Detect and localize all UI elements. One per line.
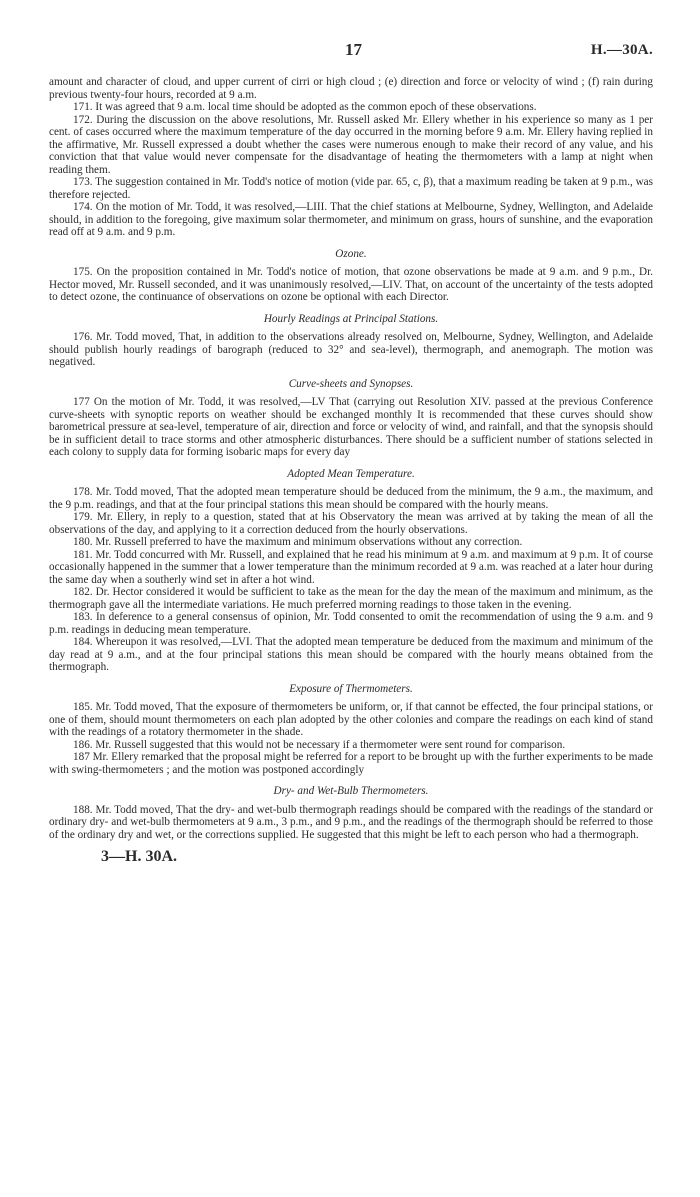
paragraph: 177 On the motion of Mr. Todd, it was resolved,—LV That (carrying out Resolution XIV. passed at the previous Conference curve-sheets with synoptic reports on weather should be exchanged monthly It is recommended that these curves should show barometrical pressure at sea-level, temperature of air, direction and force or velocity of wind, and rainfall, and that the synopsis should be in sufficient detail to trace storms and other atmospheric disturbances. There should be a sufficient number of stations selected in each colony to supply data for forming isobaric maps for every day (49, 396, 653, 458)
paragraph: 174. On the motion of Mr. Todd, it was resolved,—LIII. That the chief stations at Melbourne, Sydney, Wellington, and Adelaide should, in addition to the foregoing, give maximum solar thermometer, and minimum on grass, hours of sunshine, and the evaporation read off at 9 a.m. and 9 p.m. (49, 201, 653, 238)
section-heading: Dry- and Wet-Bulb Thermometers. (273, 785, 429, 797)
paragraph: 175. On the proposition contained in Mr. Todd's notice of motion, that ozone observations be made at 9 a.m. and 9 p.m., Dr. Hector moved, Mr. Russell seconded, and it was unanimously resolved,—LIV. That, on account of the uncertainty of the tests adopted to detect ozone, the continuance of observations on ozone be optional with each Director. (49, 266, 653, 303)
paragraph: 187 Mr. Ellery remarked that the proposal might be referred for a report to be brought up with the further experiments to be made with swing-thermometers ; and the motion was postponed accordingly (49, 751, 653, 776)
paragraph: 181. Mr. Todd concurred with Mr. Russell, and explained that he read his minimum at 9 a.m. and maximum at 9 p.m. It of course occasionally happened in the summer that a lower temperature than the minimum recorded at 9 a.m. was reached at a later hour during the same day when a southerly wind set in after a hot wind. (49, 548, 653, 586)
paragraph: 180. Mr. Russell preferred to have the maximum and minimum observations without any correction. (73, 536, 523, 548)
section-heading: Curve-sheets and Synopses. (288, 377, 414, 390)
paragraph: 173. The suggestion contained in Mr. Todd's notice of motion (vide par. 65, c, β), that a maximum reading be taken at 9 p.m., was therefore rejected. (49, 176, 653, 201)
section-heading: Ozone. (335, 247, 367, 260)
paragraph: 178. Mr. Todd moved, That the adopted mean temperature should be deduced from the minimum, the 9 a.m., the maximum, and the 9 p.m. readings, and that at the four principal stations this mean should be compared with the hourly means. (49, 486, 653, 511)
page-header (49, 40, 653, 76)
section-heading: Adopted Mean Temperature. (287, 467, 415, 480)
paragraph: 183. In deference to a general consensus of opinion, Mr. Todd consented to omit the recommendation of using the 9 a.m. and 9 p.m. readings in deducing mean temperature. (49, 611, 653, 636)
paragraph: 179. Mr. Ellery, in reply to a question, stated that at his Observatory the mean was arrived at by taking the mean of all the observations of the day, and applying to it a correction deduced from the hourly observations. (49, 511, 653, 536)
signature-reference: 3—H. 30A. (101, 848, 177, 865)
paragraph: 172. During the discussion on the above resolutions, Mr. Russell asked Mr. Ellery whether in his experience so many as 1 per cent. of cases occurred where the maximum temperature of the day occurred in the morning before 9 a.m. Mr. Ellery having replied in the affirmative, Mr. Russell expressed a doubt whether the cases were numerous enough to make their record of any value, and his conviction that that value would never compensate for the disadvantage of heating the thermometers with a lamp at night when reading them. (49, 113, 653, 176)
section-heading: Hourly Readings at Principal Stations. (263, 312, 439, 325)
paragraph: 184. Whereupon it was resolved,—LVI. That the adopted mean temperature be deduced from the maximum and minimum of the day read at 9 a.m., and at the four principal stations this mean should be compared with the hourly means obtained from the thermograph. (49, 636, 653, 673)
paragraph: 176. Mr. Todd moved, That, in addition to the observations already resolved on, Melbourne, Sydney, Wellington, and Adelaide should publish hourly readings of barograph (reduced to 32° and sea-level), thermograph, and anemograph. The motion was negatived. (49, 331, 653, 368)
paragraph: 171. It was agreed that 9 a.m. local time should be adopted as the common epoch of these observations. (73, 101, 537, 113)
paragraph: 186. Mr. Russell suggested that this would not be necessary if a thermometer were sent round for comparison. (73, 738, 566, 751)
page-number: 17 (345, 40, 362, 59)
paragraph: 185. Mr. Todd moved, That the exposure of thermometers be uniform, or, if that cannot be effected, the four principal stations, or one of them, should mount thermometers on each plan adopted by the other colonies and compare the readings on each kind of stand with the readings of a rotatory thermometer in the shade. (49, 701, 653, 738)
paragraph: 182. Dr. Hector considered it would be sufficient to take as the mean for the day the mean of the maximum and minimum, as the thermograph gave all the intermediate variations. He much preferred morning readings to those taken in the evening. (49, 586, 653, 611)
paragraph: 188. Mr. Todd moved, That the dry- and wet-bulb thermograph readings should be compared with the readings of the standard or ordinary dry- and wet-bulb thermometers at 9 a.m., 3 p.m., and 9 p.m., and the readings of the thermograph should be referred to those of the ordinary dry and wet, or the corrections supplied. He suggested that this might be left to each person who had a thermograph. (49, 803, 653, 841)
section-heading: Exposure of Thermometers. (289, 682, 413, 695)
document-body (49, 76, 653, 841)
document-reference: H.—30A. (590, 42, 653, 58)
paragraph: amount and character of cloud, and upper current of cirri or high cloud ; (e) direction and force or velocity of wind ; (f) rain during previous twenty-four hours, recorded at 9 a.m. (49, 76, 653, 101)
